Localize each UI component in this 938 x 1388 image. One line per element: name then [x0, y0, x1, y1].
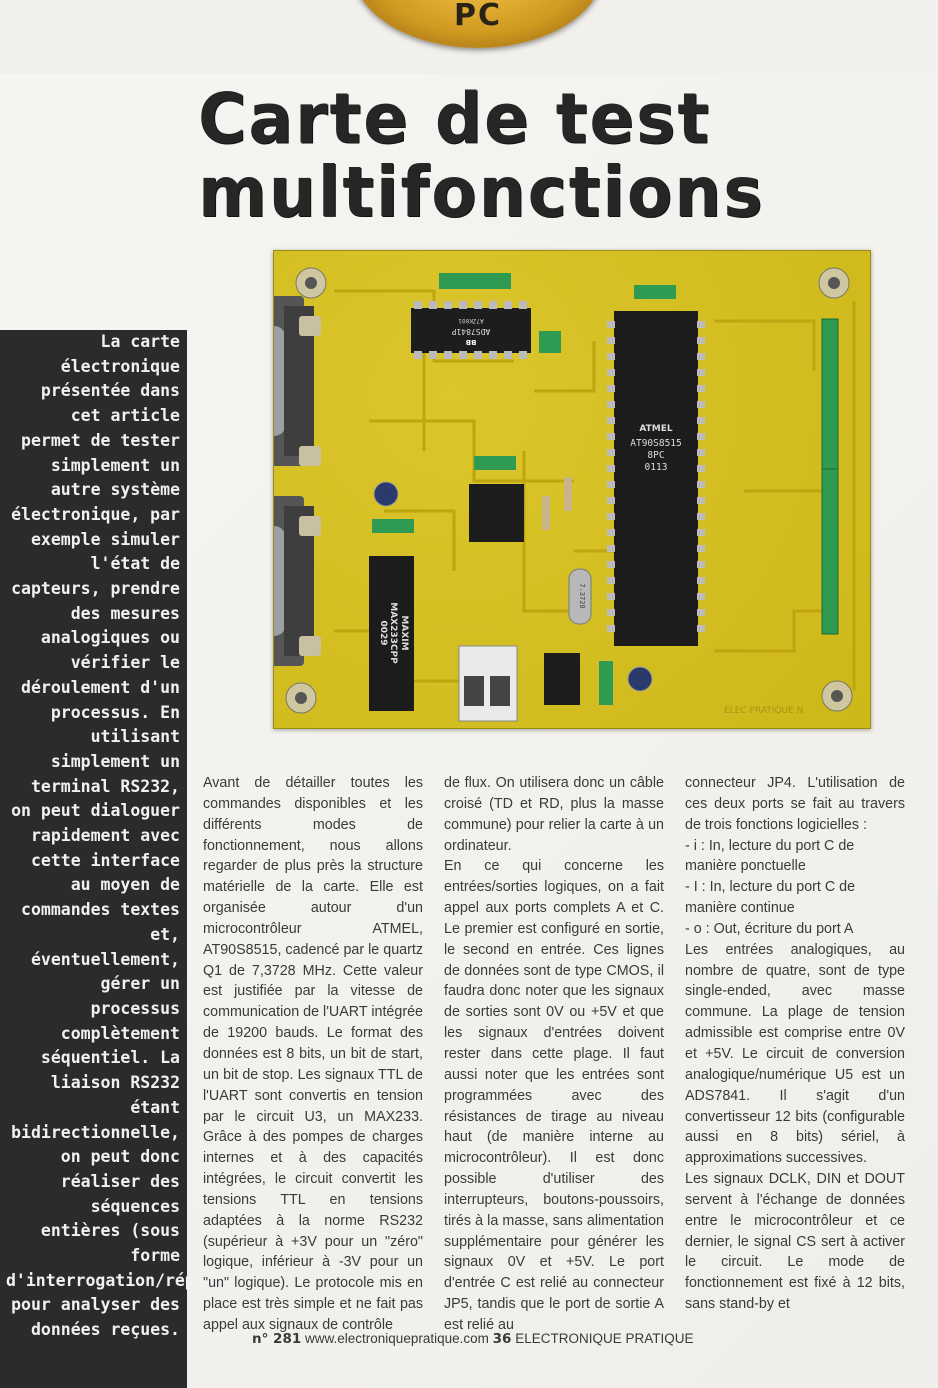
svg-text:ELEC PRATIQUE N: ELEC PRATIQUE N [724, 706, 804, 716]
article-column-3 [685, 773, 905, 1315]
footer-issue: n° 281 [252, 1331, 302, 1347]
intro-text: La carte électronique présentée dans cet article permet de tester simplement un autre système électronique, par exemple simuler l'état de capteurs, prendre des mesures analogiques ou vérifier le déroulement d'un processus. En utilisant simplement un terminal RS232, on peut dialoguer rapidement avec cette interface au moyen de commandes textes et, éventuellement, gérer un processus complètement séquentiel. La liaison RS232 étant bidirectionnelle, on peut donc réaliser des séquences entières (sous forme d'interrogation/réponse) pour analyser des données reçues. [6, 332, 245, 1340]
svg-text:AT90S85158PC0113: AT90S8515 8PC 0113 [630, 438, 682, 473]
svg-text:7.3728: 7.3728 [578, 583, 586, 609]
svg-text:ADS7841P: ADS7841P [451, 327, 491, 336]
pcb-photo [273, 250, 871, 729]
page-footer [252, 1331, 693, 1347]
article-title: Carte de test multifonctions [198, 78, 765, 233]
col2-paragraph-2: En ce qui concerne les entrées/sorties logiques, on a fait appel aux ports complets A et C. Le premier est configuré en sortie, le second en entrée. Ces lignes de données sont de type CMOS, il faudra donc noter que les signaux de sorties sont 0V ou +5V et que les signaux d'entrées doivent rester dans cette plage. Il faut aussi noter que les entrées sont programmées avec des résistances de tirage au niveau haut (de manière interne au microcontrôleur). Il est donc possible d'utiliser des interrupteurs, boutons-poussoirs, tirés à la masse, sans alimentation supplémentaire pour générer les signaux 0V et +5V. Le port d'entrée C est relié au connecteur JP5, tandis que le port de sortie A est relié au [444, 858, 664, 1333]
section-tab-label: PC [453, 0, 502, 33]
col3-paragraph-1: connecteur JP4. L'utilisation de ces deux ports se fait au travers de trois fonctions logicielles : [685, 775, 905, 833]
col2-paragraph-1: de flux. On utilisera donc un câble croisé (TD et RD, plus la masse commune) pour relier la carte à un ordinateur. [444, 775, 664, 854]
col3-paragraph-3: - I : In, lecture du port C de manière continue [685, 879, 856, 917]
footer-magazine: ELECTRONIQUE PRATIQUE [515, 1331, 694, 1346]
footer-page-number: 36 [492, 1331, 512, 1347]
pcb-illustration [274, 251, 870, 728]
col3-paragraph-6: Les signaux DCLK, DIN et DOUT servent à l'échange de données entre le microcontrôleur et ce dernier, le signal CS sert à activer le circuit. Le mode de fonctionnement est fixé à 12 bits, sans stand-by et [685, 1171, 905, 1313]
col3-paragraph-4: - o : Out, écriture du port A [685, 920, 854, 937]
svg-text:A7ZK001: A7ZK001 [458, 317, 484, 324]
col1-paragraph: Avant de détailler toutes les commandes disponibles et les différents modes de fonctionnement, nous allons regarder de plus près la structure matérielle de la carte. Elle est organisée autour d'un microcontrôleur ATMEL, AT90S8515, cadencé par le quartz Q1 de 7,3728 MHz. Cette valeur est justifiée par la vitesse de communication de l'UART intégrée de 19200 bauds. Le format des données est 8 bits, un bit de start, un bit de stop. Les signaux TTL de l'UART sont convertis en tension par le circuit U3, un MAX233. Grâce à des pompes de charges internes et à des capacités intégrées, le circuit convertit les tensions TTL en tensions adaptées à la norme RS232 (supérieur à +3V pour un "zéro" logique, inférieur à -3V pour un "un" logique). Le protocole mis en place est très simple et ne fait pas appel aux signaux de contrôle [203, 775, 423, 1333]
article-column-1 [203, 773, 423, 1336]
article-column-2 [444, 773, 664, 1336]
svg-text:MAXIMMAX233CPP0029: MAXIMMAX233CPP0029 [378, 602, 409, 664]
col3-paragraph-2: - i : In, lecture du port C de manière ponctuelle [685, 837, 855, 875]
intro-sidebar [0, 330, 245, 1388]
db9-connectors [274, 296, 321, 666]
col3-paragraph-5: Les entrées analogiques, au nombre de quatre, sont de type single-ended, avec masse commune. La plage de tension admissible est comprise entre 0V et +5V. Le circuit de conversion analogique/numérique U5 est un ADS7841. Il s'agit d'un convertisseur 12 bits (configurable aussi en 8 bits) sériel, à approximations successives. [685, 941, 905, 1167]
svg-text:ATMEL: ATMEL [639, 424, 673, 434]
footer-url: www.electroniquepratique.com [305, 1331, 489, 1346]
svg-text:BB: BB [465, 338, 477, 346]
